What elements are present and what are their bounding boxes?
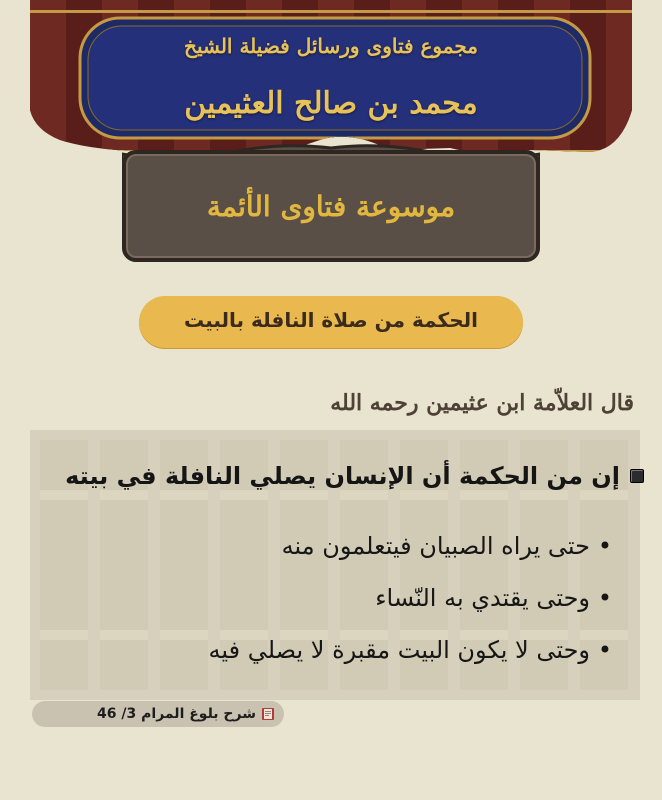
book-title-line2: محمد بن صالح العثيمين	[184, 86, 478, 121]
source-citation	[32, 701, 284, 727]
list-item: • وحتى لا يكون البيت مقبرة لا يصلي فيه	[52, 636, 612, 688]
source-text: شرح بلوغ المرام 3/ 46	[97, 706, 256, 722]
black-square-icon	[630, 469, 644, 483]
plaque-title: موسوعة فتاوى الأئمة	[206, 190, 456, 223]
reasons-list	[52, 532, 612, 688]
topic-title: الحكمة من صلاة النافلة بالبيت	[184, 308, 478, 332]
list-item: • وحتى يقتدي به النّساء	[52, 584, 612, 636]
list-item: • حتى يراه الصبيان فيتعلمون منه	[52, 532, 612, 584]
topic-title-badge	[139, 296, 523, 348]
book-title-line1: مجموع فتاوى ورسائل فضيلة الشيخ	[184, 34, 478, 58]
main-point	[24, 462, 644, 490]
encyclopedia-plaque	[122, 150, 540, 262]
book-icon	[260, 706, 276, 722]
main-point-text: إن من الحكمة أن الإنسان يصلي النافلة في بيته	[65, 462, 620, 490]
quote-intro: قال العلاّمة ابن عثيمين رحمه الله	[330, 390, 634, 416]
